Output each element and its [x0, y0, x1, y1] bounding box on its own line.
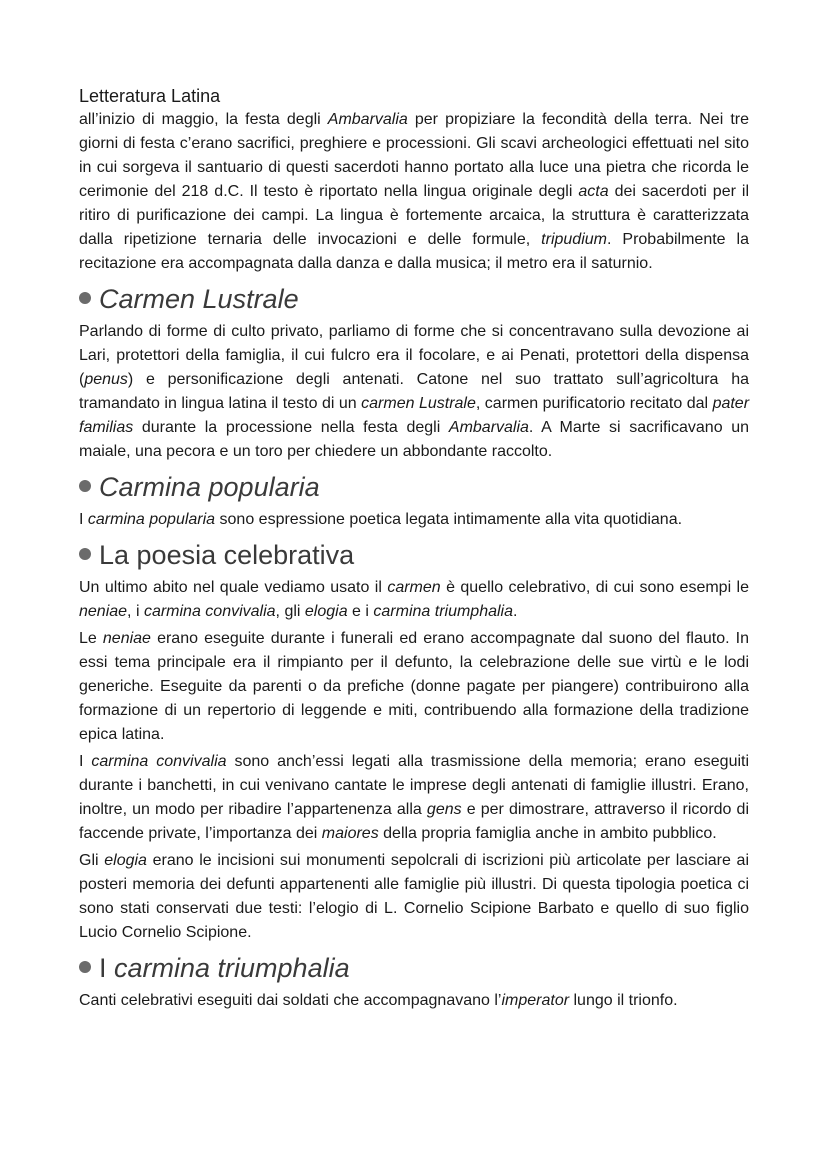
italic-text: neniae — [79, 603, 128, 620]
section-carmina-triumphalia — [79, 951, 749, 1013]
heading-text: La poesia celebrativa — [99, 540, 355, 570]
italic-text: imperator — [501, 992, 570, 1009]
heading-text — [99, 470, 320, 504]
italic-text: gens — [426, 801, 462, 818]
italic-text: penus — [84, 371, 128, 388]
bullet-icon — [79, 961, 91, 973]
italic-text: carmina triumphalia — [114, 953, 350, 983]
italic-text: maiores — [321, 825, 379, 842]
italic-text: Carmina popularia — [99, 472, 320, 502]
heading-text — [99, 282, 299, 316]
italic-text: acta — [578, 183, 609, 200]
italic-text: tripudium — [541, 231, 607, 248]
section-heading — [79, 951, 749, 985]
bullet-icon — [79, 480, 91, 492]
body-paragraph: Gli elogia erano le incisioni sui monumenti sepolcrali di iscrizioni più articolate per lasciare ai posteri memoria dei defunti appartenenti alle famiglie più illustri. Di questa tipologia poetica ci sono stati conservati due testi: l’elogio di L. Cornelio Scipione Barbato e quello di suo figlio Lucio Cornelio Scipione. — [79, 852, 750, 941]
italic-text: Carmen Lustrale — [99, 284, 299, 314]
section-heading — [79, 538, 749, 572]
italic-text: carmina popularia — [87, 511, 216, 528]
intro-paragraph: all’inizio di maggio, la festa degli Ambarvalia per propiziare la fecondità della terra. Nei tre giorni di festa c’erano sacrifici, preghiere e processioni. Gli scavi archeologici effettuati nel sito in cui sorgeva il santuario di questi sacerdoti hanno portato alla luce una pietra che ricorda le cerimonie del 218 d.C. Il testo è riportato nella lingua originale degli acta dei sacerdoti per il ritiro di purificazione dei campi. La lingua è fortemente arcaica, la struttura è caratterizzata dalla ripetizione ternaria delle invocazioni e delle formule, tripudium. Probabilmente la recitazione era accompagnata dalla danza e dalla musica; il metro era il saturnio. — [79, 111, 749, 272]
body-paragraph: I carmina convivalia sono anch’essi legati alla trasmissione della memoria; erano eseguiti durante i banchetti, in cui venivano cantate le imprese degli antenati di famiglie illustri. Erano, inoltre, un modo per ribadire l’appartenenza alla gens e per dimostrare, attraverso il ricordo di faccende private, l’importanza dei maiores della propria famiglia anche in ambito pubblico. — [79, 753, 750, 842]
body-paragraph: I carmina popularia sono espressione poetica legata intimamente alla vita quotidiana. — [79, 511, 683, 528]
italic-text: carmen Lustrale — [361, 395, 476, 412]
body-paragraph: Un ultimo abito nel quale vediamo usato il carmen è quello celebrativo, di cui sono esempi le neniae, i carmina convivalia, gli elogia e i carmina triumphalia. — [79, 579, 749, 620]
italic-text: Ambarvalia — [448, 419, 529, 436]
italic-text: carmina convivalia — [143, 603, 276, 620]
section-poesia-celebrativa — [79, 538, 749, 945]
italic-text: carmina triumphalia — [373, 603, 513, 620]
italic-text: carmina convivalia — [91, 753, 227, 770]
italic-text: elogia — [304, 603, 348, 620]
italic-text: carmen — [387, 579, 441, 596]
bullet-icon — [79, 292, 91, 304]
section-carmina-popularia — [79, 470, 749, 532]
section-heading — [79, 282, 749, 316]
document-title: Letteratura Latina — [79, 86, 221, 106]
body-paragraph: Le neniae erano eseguite durante i funerali ed erano accompagnate dal suono del flauto. In essi tema principale era il rimpianto per il defunto, la celebrazione delle sue virtù e le lodi generiche. Eseguite da parenti o da prefiche (donne pagate per piangere) contribuirono alla formazione di un repertorio di leggende e miti, contribuendo alla formazione della tradizione epica latina. — [79, 630, 749, 743]
italic-text: elogia — [104, 852, 147, 869]
bullet-icon — [79, 548, 91, 560]
italic-text: pater familias — [79, 395, 750, 436]
body-paragraph: Canti celebrativi eseguiti dai soldati che accompagnavano l’imperator lungo il trionfo. — [79, 992, 678, 1009]
italic-text: neniae — [102, 630, 151, 647]
heading-text: I carmina triumphalia — [99, 953, 350, 983]
section-carmen-lustrale — [79, 282, 749, 464]
italic-text: Ambarvalia — [327, 111, 408, 128]
section-heading — [79, 470, 749, 504]
body-paragraph: Parlando di forme di culto privato, parliamo di forme che si concentravano sulla devozione ai Lari, protettori della famiglia, il cui fulcro era il focolare, e ai Penati, protettori della dispensa (penus) e personificazione degli antenati. Catone nel suo trattato sull’agricoltura ha tramandato in lingua latina il testo di un carmen Lustrale, carmen purificatorio recitato dal pater familias durante la processione nella festa degli Ambarvalia. A Marte si sacrificavano un maiale, una pecora e un toro per chiedere un abbondante raccolto. — [79, 323, 750, 460]
